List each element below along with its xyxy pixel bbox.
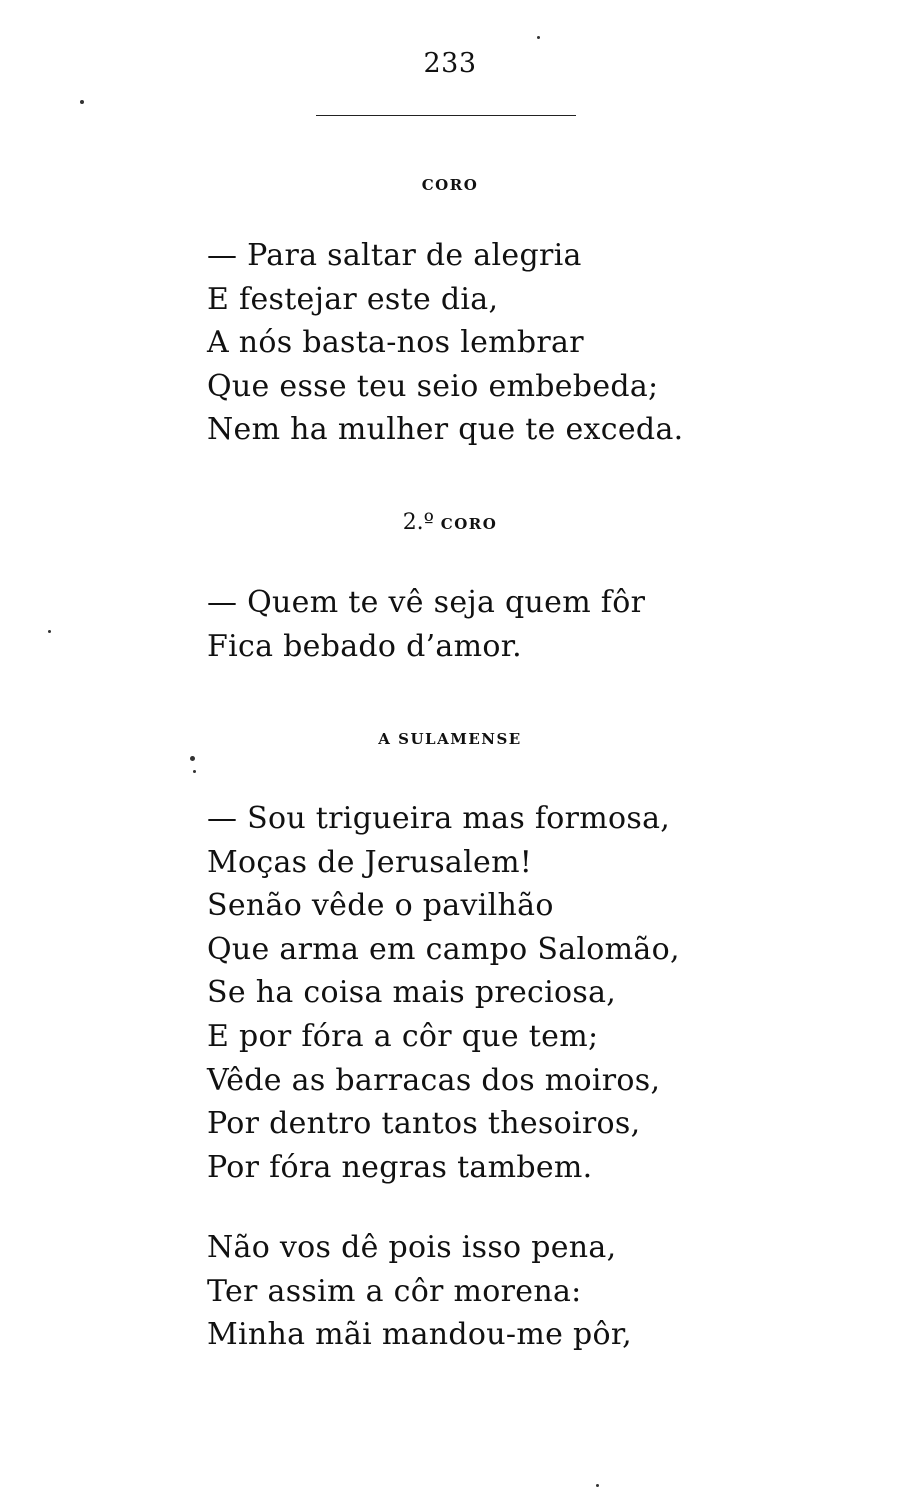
verse-line: Fica bebado d’amor. (207, 628, 522, 664)
stanza-sulamense-1 (207, 797, 680, 1189)
verse-line: E festejar este dia, (207, 281, 499, 317)
scan-speck (190, 756, 195, 761)
verse-line: Não vos dê pois isso pena, (207, 1230, 617, 1265)
verse-line: — Para saltar de alegria (207, 238, 582, 273)
verse-line: Que esse teu seio embebeda; (207, 368, 659, 404)
verse-line: Por dentro tantos thesoiros, (207, 1106, 641, 1142)
section-heading-label: CORO (421, 176, 479, 194)
stanza-sulamense-2 (207, 1226, 632, 1357)
verse-line: — Sou trigueira mas formosa, (207, 801, 671, 836)
page-number: 233 (423, 48, 477, 79)
verse-line: A nós basta-nos lembrar (207, 325, 584, 361)
verse-line: Nem ha mulher que te exceda. (207, 412, 684, 448)
verse-line: Vêde as barracas dos moiros, (207, 1062, 661, 1098)
verse-line: Minha mãi mandou-me pôr, (207, 1317, 633, 1353)
scan-speck (596, 1484, 599, 1487)
verse-line: — Quem te vê seja quem fôr (207, 585, 646, 620)
verse-line: Que arma em campo Salomão, (207, 931, 680, 967)
section-heading-coro (0, 176, 900, 194)
section-heading-ordinal: 2.º (402, 510, 435, 535)
stanza-second-coro (207, 581, 645, 668)
section-heading-label: A SULAMENSE (378, 730, 522, 748)
stanza-coro (207, 234, 683, 452)
verse-line: Moças de Jerusalem! (207, 844, 533, 880)
verse-line: Ter assim a côr morena: (207, 1273, 582, 1309)
section-heading-second-coro (0, 510, 900, 535)
section-heading-label: CORO (440, 515, 498, 533)
scan-speck (537, 36, 540, 39)
section-heading-sulamense (0, 730, 900, 748)
scan-speck (48, 630, 51, 633)
verse-line: E por fóra a côr que tem; (207, 1018, 599, 1054)
verse-line: Por fóra negras tambem. (207, 1149, 593, 1185)
header-rule (316, 115, 576, 116)
scan-speck (193, 770, 196, 773)
scan-speck (80, 100, 84, 104)
verse-line: Se ha coisa mais preciosa, (207, 975, 617, 1011)
verse-line: Senão vêde o pavilhão (207, 888, 554, 924)
